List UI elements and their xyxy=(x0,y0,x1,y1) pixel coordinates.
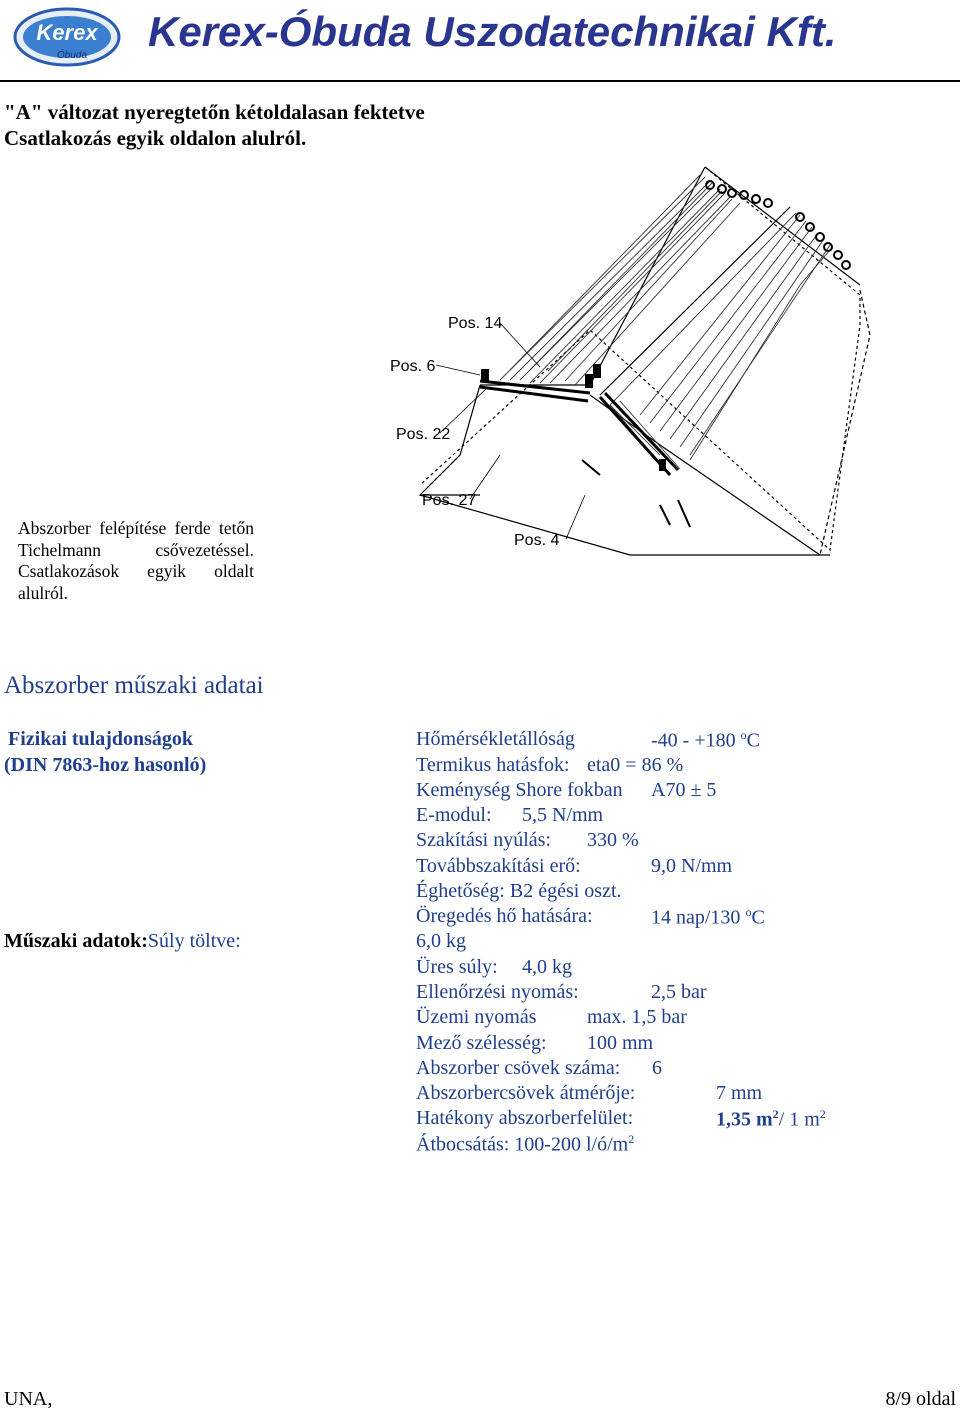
spec-label: Szakítási nyúlás: xyxy=(416,829,551,851)
spec-effective-area xyxy=(416,1107,826,1131)
spec-label: Átbocsátás: 100-200 l/ó/m xyxy=(416,1133,629,1156)
pos-6-label: Pos. 6 xyxy=(390,358,436,375)
spec-label: Abszorbercsövek átmérője: xyxy=(416,1082,636,1104)
caption-line-2: Tichelmann csővezetéssel. xyxy=(18,539,254,560)
logo-text: Kerex xyxy=(36,20,98,45)
technical-data-label xyxy=(4,930,241,953)
spec-label: Továbbszakítási erő: xyxy=(416,855,581,877)
spec-value: max. 1,5 bar xyxy=(587,1006,687,1028)
spec-label: Üres súly: xyxy=(416,956,498,978)
spec-label: Hőmérsékletállóság xyxy=(416,728,575,750)
logo-subtext: Óbuda xyxy=(56,50,88,61)
spec-test-pressure xyxy=(416,981,707,1004)
spec-label: Termikus hatásfok: xyxy=(416,754,570,776)
spec-value: 330 % xyxy=(587,829,639,851)
technical-data-bold: Műszaki adatok: xyxy=(4,930,148,952)
spec-tear-strength xyxy=(416,855,733,878)
spec-heat-aging xyxy=(416,905,765,929)
spec-value: 6,0 kg xyxy=(416,930,466,952)
spec-operating-pressure xyxy=(416,1006,687,1029)
spec-value: 4,0 kg xyxy=(522,956,572,978)
pos-22-label: Pos. 22 xyxy=(396,426,451,443)
caption-line-4: alulról. xyxy=(18,582,69,603)
spec-empty-weight xyxy=(416,956,572,979)
footer-left: UNA, xyxy=(4,1388,53,1410)
spec-sup: 2 xyxy=(628,1132,635,1146)
spec-label: Hatékony abszorberfelület: xyxy=(416,1107,634,1129)
pos-27-label: Pos. 27 xyxy=(422,492,477,509)
spec-value: 9,0 N/mm xyxy=(651,855,733,877)
spec-label: Abszorber csövek száma: xyxy=(416,1057,621,1079)
intro-line-1: "A" változat nyeregtetőn kétoldalasan fektetve xyxy=(4,100,425,124)
caption-line-1: Abszorber felépítése ferde tetőn xyxy=(18,518,254,538)
caption-line-3: Csatlakozások egyik oldalt xyxy=(18,561,254,581)
spec-thermal-efficiency xyxy=(416,754,684,777)
physical-properties-label: Fizikai tulajdonságok xyxy=(8,728,194,750)
spec-label: Ellenőrzési nyomás: xyxy=(416,981,579,1003)
company-name: Kerex-Óbuda Uszodatechnikai Kft. xyxy=(148,8,837,55)
spec-value: 2,5 bar xyxy=(651,981,707,1003)
spec-value: A70 ± 5 xyxy=(651,779,717,801)
spec-label: Éghetőség: B2 égési oszt. xyxy=(416,880,622,902)
pos-4-label: Pos. 4 xyxy=(514,532,560,549)
section-title: Abszorber műszaki adatai xyxy=(4,672,264,699)
spec-tube-diameter xyxy=(416,1082,763,1105)
spec-value: 7 mm xyxy=(716,1082,763,1104)
spec-value: 14 nap/130 $^o$C xyxy=(651,905,765,929)
spec-label: Mező szélesség: xyxy=(416,1032,547,1054)
spec-value: 1,35 $m^2/$ 1 $m^2$ xyxy=(716,1107,826,1131)
spec-value: 6 xyxy=(652,1057,662,1079)
intro-line-2: Csatlakozás egyik oldalon alulról. xyxy=(4,126,307,150)
spec-label: E-modul: xyxy=(416,804,492,826)
pos-14-label: Pos. 14 xyxy=(448,315,503,332)
diagram-caption xyxy=(18,518,254,604)
kerex-logo xyxy=(12,6,122,68)
spec-field-width xyxy=(416,1032,654,1055)
spec-label: Keménység Shore fokban xyxy=(416,779,623,801)
spec-label: Üzemi nyomás xyxy=(416,1006,537,1028)
header-divider xyxy=(0,80,960,82)
spec-value: 100 mm xyxy=(587,1032,654,1054)
filled-weight-label: Súly töltve: xyxy=(147,930,241,952)
spec-flow-rate xyxy=(416,1132,634,1157)
spec-hardness xyxy=(416,779,717,802)
din-label: (DIN 7863-hoz hasonló) xyxy=(4,754,207,776)
spec-label: Öregedés hő hatására: xyxy=(416,905,593,927)
spec-value: 5,5 N/mm xyxy=(522,804,604,826)
spec-value: -40 - +180 $^o$C xyxy=(651,728,760,752)
absorber-roof-diagram xyxy=(360,155,880,610)
spec-heat-resistance xyxy=(416,728,760,752)
spec-value: eta0 = 86 % xyxy=(587,754,684,776)
spec-filled-weight xyxy=(416,930,466,953)
spec-e-modulus xyxy=(416,804,604,827)
spec-tensile-elongation xyxy=(416,829,639,852)
spec-flammability xyxy=(416,880,622,903)
spec-tube-count xyxy=(416,1057,662,1080)
page-number: 8/9 oldal xyxy=(885,1388,956,1410)
